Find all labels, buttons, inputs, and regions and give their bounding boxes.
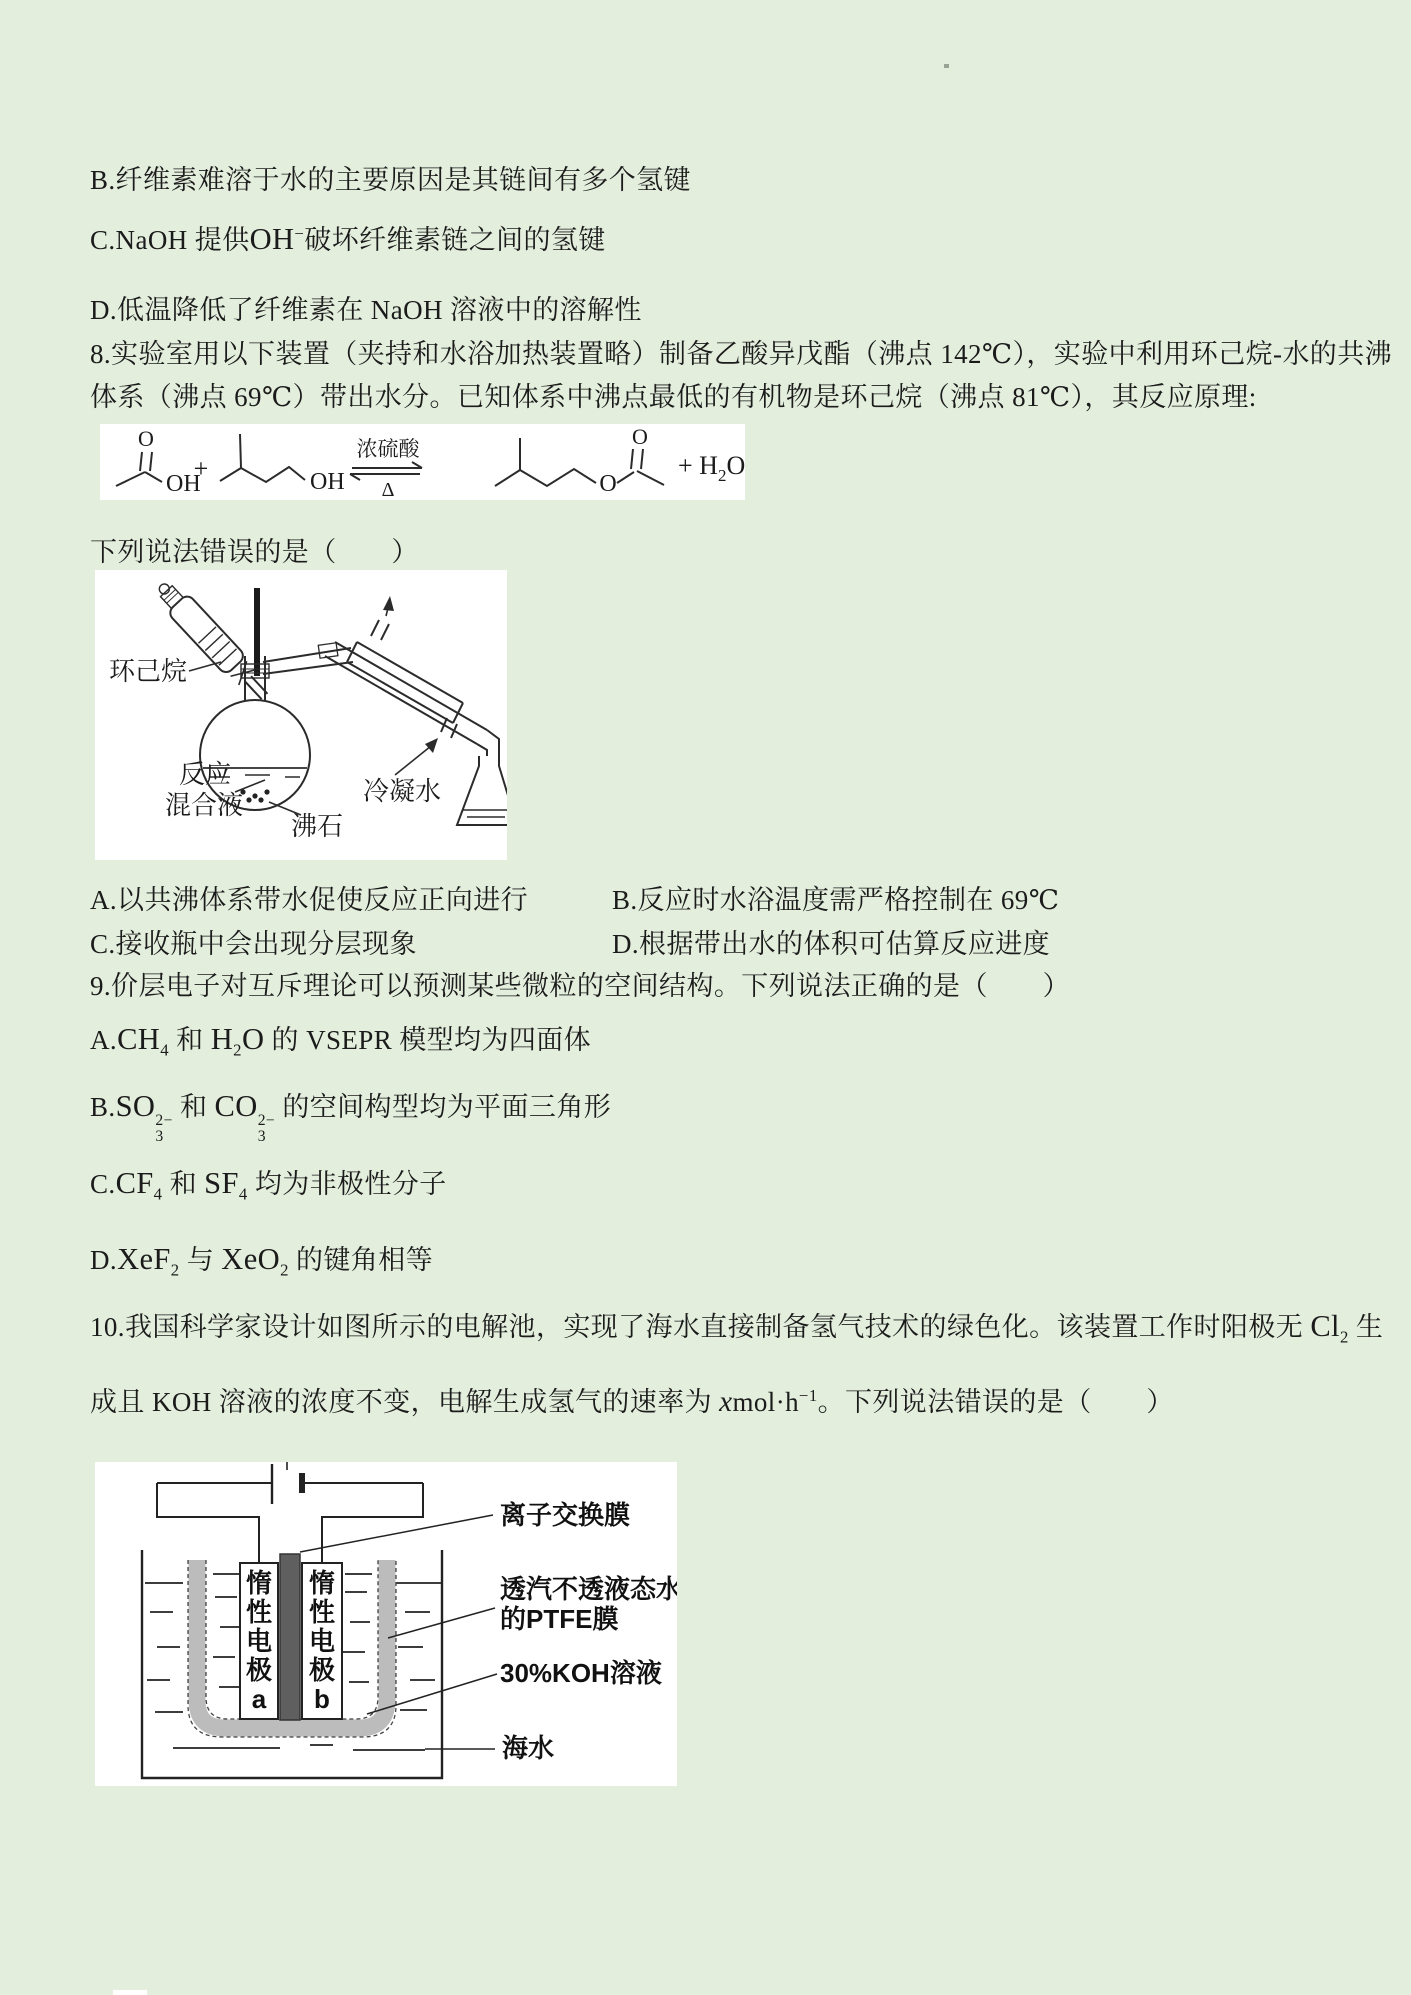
q8-prompt: 下列说法错误的是（ ） [90, 537, 419, 567]
alcohol-oh-label: OH [310, 469, 345, 495]
svg-text:极: 极 [308, 1655, 336, 1685]
q8-option-b: B.反应时水浴温度需严格控制在 69℃ [612, 885, 1060, 915]
electrolysis-cell-figure [95, 1462, 677, 1786]
zeolite-label: 沸石 [291, 812, 344, 841]
funnel-liquid [198, 627, 236, 665]
distillation-apparatus-svg [95, 570, 507, 860]
condensate-arrow-icon [425, 738, 438, 753]
q8-stem-line1: 8.实验室用以下装置（夹持和水浴加热装置略）制备乙酸异戊酯（沸点 142℃），实验中利用环己烷-水的共沸 [90, 339, 1392, 369]
wire-to-electrode-a [157, 1483, 259, 1563]
mixture-label-2: 混合液 [165, 791, 244, 820]
q8-stem-line2: 体系（沸点 69℃）带出水分。已知体系中沸点最低的有机物是环己烷（沸点 81℃），其反应原理: [90, 382, 1257, 412]
water-prefix: + H [678, 451, 718, 480]
q8-option-d: D.根据带出水的体积可估算反应进度 [612, 929, 1051, 959]
electrolysis-cell-svg [95, 1462, 677, 1786]
acetic-carbonyl-o-label: O [138, 426, 154, 451]
condensate-arrow-line [395, 746, 431, 775]
svg-text:惰: 惰 [245, 1568, 273, 1598]
plus-sign: + [193, 454, 209, 483]
acetic-oh-label: OH [166, 471, 201, 497]
ptfe-label-line1: 透汽不透液态水 [500, 1574, 677, 1604]
alcohol-left-methyl [220, 468, 241, 481]
bent-adapter [477, 730, 499, 756]
q9-option-c: $C.CF_4$ 和 $SF_4$ 均为非极性分子 [90, 1166, 447, 1204]
alcohol-top-methyl [240, 434, 241, 468]
q9-option-a: $A.CH_4$ 和 $H_2O$ 的 VSEPR 模型均为四面体 [90, 1022, 592, 1060]
funnel-ring [157, 582, 171, 596]
svg-text:b: b [314, 1684, 330, 1714]
condensate-label: 冷凝水 [363, 777, 442, 806]
acetic-oh-bond [145, 472, 162, 482]
ester-chain [520, 469, 596, 486]
equilibrium-arrow-forward [352, 462, 422, 468]
ester-o-label: O [599, 471, 617, 497]
q7-option-d: D.低温降低了纤维素在 NaOH 溶液中的溶解性 [90, 295, 642, 325]
vent-arrow-icon [383, 596, 394, 611]
q10-stem-line1: 10.我国科学家设计如图所示的电解池，实现了海水直接制备氢气技术的绿色化。该装置工作时阳极无 $Cl_2$ 生 [90, 1309, 1384, 1347]
acetic-double-bond-1 [140, 452, 142, 471]
q7-option-c: C.NaOH 提供OH−破坏纤维素链之间的氢键 [90, 222, 606, 256]
catalyst-label: 浓硫酸 [356, 437, 420, 461]
q10-stem-line2: 成且 KOH 溶液的浓度不变，电解生成氢气的速率为 $xmol\cdot h^{-1}$。下列说法错误的是（ ） [90, 1386, 1174, 1418]
reaction-scheme-figure [100, 424, 745, 500]
water-suffix: O [726, 451, 745, 480]
water-subscript: 2 [717, 466, 727, 485]
svg-text:a: a [251, 1684, 267, 1714]
thermometer-icon [254, 588, 260, 676]
ion-membrane-leader [300, 1515, 493, 1552]
wire-to-electrode-b [322, 1483, 423, 1563]
reaction-scheme-svg [100, 424, 745, 500]
q9-option-d: D.XeF$_2$ 与 XeO$_2$ 的键角相等 [90, 1242, 434, 1280]
q9-stem: 9.价层电子对互斥理论可以预测某些微粒的空间结构。下列说法正确的是（ ） [90, 971, 1071, 1001]
alcohol-chain [241, 467, 305, 482]
koh-label: 30%KOH溶液 [500, 1658, 662, 1688]
ester-carbonyl-o-label: O [632, 424, 648, 449]
vent-nub [371, 620, 389, 640]
receiver-liquid [463, 810, 507, 817]
cyclohexane-label: 环己烷 [109, 657, 188, 686]
seawater-label: 海水 [502, 1733, 555, 1763]
receiving-flask [457, 756, 507, 825]
water-label [678, 451, 745, 485]
ester-left-methyl [495, 470, 520, 486]
mixture-leader [235, 780, 265, 792]
q9-option-b: B.SO 2− 3 和 CO 2− 3 的空间构型均为平面三角形 [90, 1089, 612, 1146]
svg-text:电: 电 [245, 1626, 273, 1656]
scan-dot-artifact [944, 64, 949, 68]
svg-text:电: 电 [308, 1626, 336, 1656]
next-figure-fragment [113, 1990, 147, 1995]
ion-exchange-membrane [280, 1554, 300, 1720]
ion-membrane-label: 离子交换膜 [500, 1500, 631, 1530]
svg-text:性: 性 [308, 1597, 336, 1627]
ptfe-label-line2: 的PTFE膜 [500, 1604, 619, 1634]
ester-double-bond-2 [641, 449, 643, 469]
mixture-label-1: 反应 [179, 760, 232, 789]
acetic-methyl-bond [116, 472, 145, 486]
svg-text:极: 极 [245, 1655, 273, 1685]
q8-option-c: C.接收瓶中会出现分层现象 [90, 929, 417, 959]
svg-text:惰: 惰 [308, 1568, 336, 1598]
ester-o-c-bond [617, 472, 634, 483]
ester-double-bond-1 [631, 449, 633, 469]
acetic-double-bond-2 [150, 452, 152, 471]
q8-option-a: A.以共沸体系带水促使反应正向进行 [90, 885, 529, 915]
condenser-inner-top [335, 642, 487, 730]
delta-heat-symbol: Δ [381, 479, 395, 500]
distillation-apparatus-figure [95, 570, 507, 860]
battery-short-plate [299, 1473, 305, 1493]
svg-text:性: 性 [245, 1597, 273, 1627]
boiling-stones [240, 789, 269, 802]
ester-right-methyl [637, 471, 664, 485]
side-arm [263, 648, 353, 674]
zeolite-leader [269, 802, 301, 815]
q7-option-b: B.纤维素难溶于水的主要原因是其链间有多个氢键 [90, 165, 691, 195]
